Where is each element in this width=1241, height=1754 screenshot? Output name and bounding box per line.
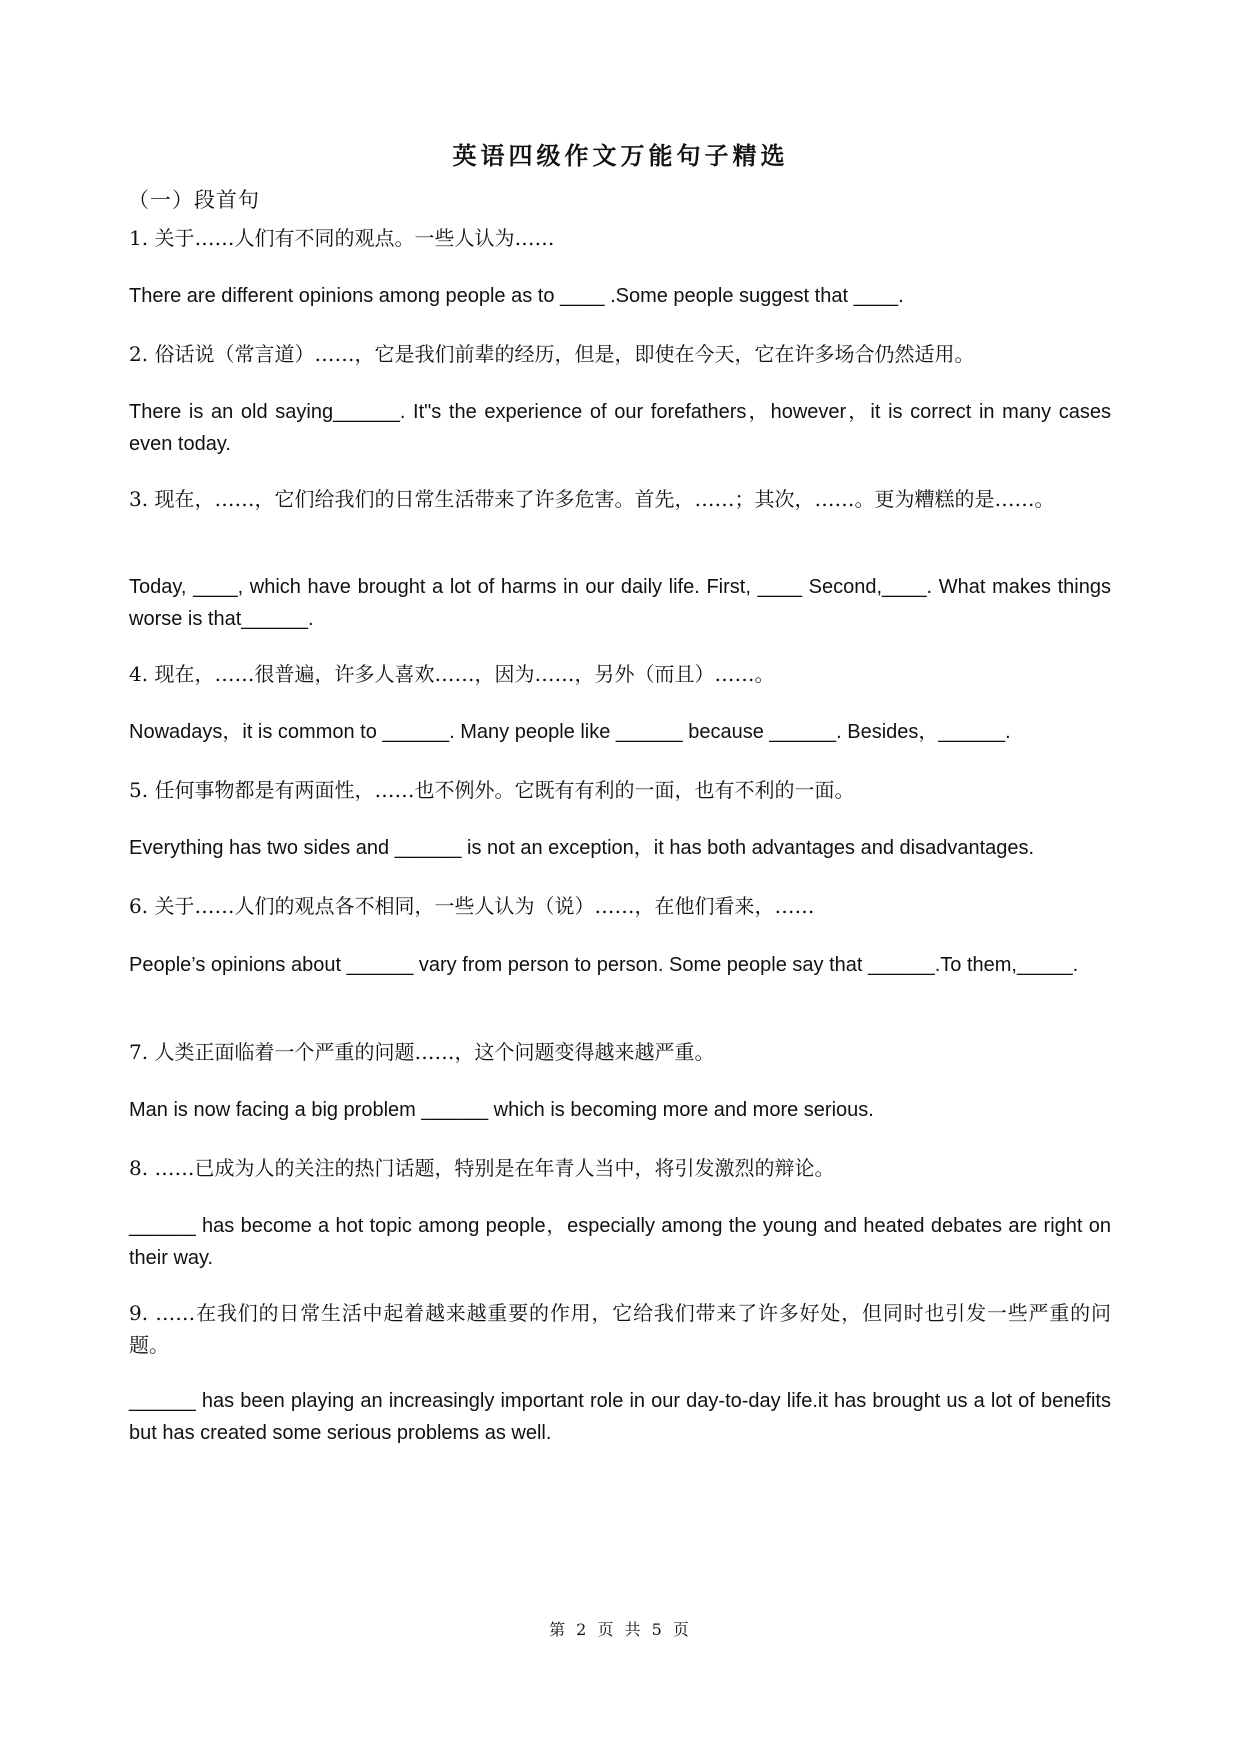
item-7-chinese: 7. 人类正面临着一个严重的问题……，这个问题变得越来越严重。 <box>129 1040 715 1064</box>
section-heading: （一）段首句 <box>128 188 260 212</box>
item-6-english: People’s opinions about ______ vary from person to person. Some people say that ______.To them,_____. <box>129 954 1079 976</box>
item-9-english: ______ has been playing an increasingly important role in our day-to-day life.it has brought us a lot of benefits but has created some serious problems as well. <box>129 1390 1111 1444</box>
item-2-english: There is an old saying______. It"s the experience of our forefathers，however，it is correct in many cases even today. <box>129 401 1111 455</box>
item-5-english: Everything has two sides and ______ is not an exception，it has both advantages and disadvantages. <box>129 837 1035 859</box>
item-3-chinese: 3. 现在，……，它们给我们的日常生活带来了许多危害。首先，……；其次，……。更为糟糕的是……。 <box>129 487 1055 511</box>
item-2-chinese: 2. 俗话说（常言道）……，它是我们前辈的经历，但是，即使在今天，它在许多场合仍然适用。 <box>129 342 975 366</box>
item-5-chinese: 5. 任何事物都是有两面性，……也不例外。它既有有利的一面，也有不利的一面。 <box>129 778 855 802</box>
item-7-english: Man is now facing a big problem ______ which is becoming more and more serious. <box>129 1099 874 1121</box>
item-6-chinese: 6. 关于……人们的观点各不相同，一些人认为（说）……，在他们看来，…… <box>129 894 815 918</box>
document-title: 英语四级作文万能句子精选 <box>452 141 789 170</box>
item-3-english: Today, ____, which have brought a lot of harms in our daily life. First, ____ Second,____. What makes things worse is that______. <box>129 576 1111 630</box>
item-1-english: There are different opinions among people as to ____ .Some people suggest that ____. <box>129 285 904 307</box>
item-1-chinese: 1. 关于……人们有不同的观点。一些人认为…… <box>129 226 555 250</box>
item-8-chinese: 8. ……已成为人的关注的热门话题，特别是在年青人当中，将引发激烈的辩论。 <box>129 1156 835 1180</box>
page-number: 第 2 页 共 5 页 <box>549 1620 692 1639</box>
item-8-english: ______ has become a hot topic among people，especially among the young and heated debates are right on their way. <box>129 1215 1111 1269</box>
item-4-chinese: 4. 现在，……很普遍，许多人喜欢……，因为……，另外（而且）……。 <box>129 662 775 686</box>
item-4-english: Nowadays，it is common to ______. Many people like ______ because ______. Besides，______. <box>129 721 1011 743</box>
item-9-chinese: 9. ……在我们的日常生活中起着越来越重要的作用，它给我们带来了许多好处，但同时也引发一些严重的问题。 <box>129 1301 1111 1357</box>
